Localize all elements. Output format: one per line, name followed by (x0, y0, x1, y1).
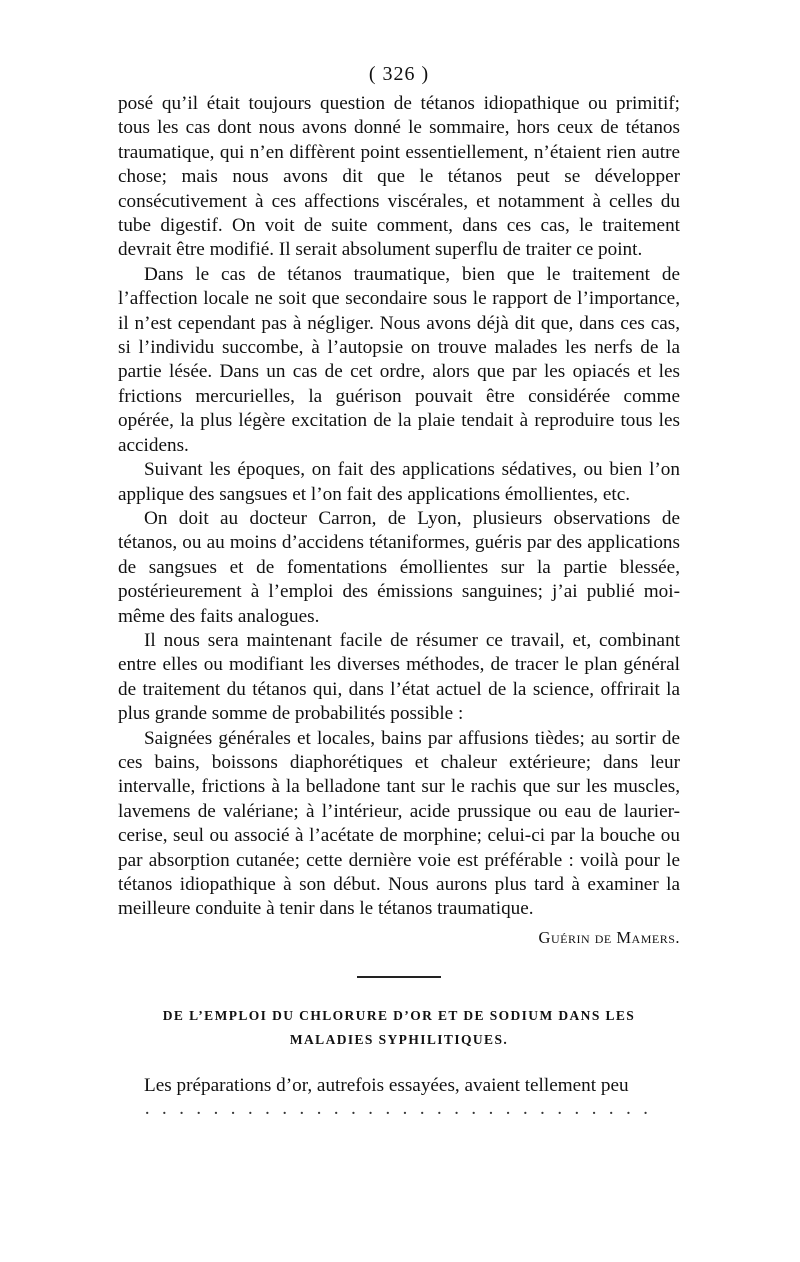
author-signature: Guérin de Mamers. (538, 927, 680, 947)
section-title-line-2: MALADIES SYPHILITIQUES. (289, 1031, 509, 1047)
section-opening-paragraph (118, 1074, 680, 1125)
section-divider (357, 976, 441, 978)
paragraph-3: Suivant les époques, on fait des applications sédatives, ou bien l’on applique des sangsues et l’on fait des applications émollientes, etc. (118, 459, 680, 505)
paragraph-2: Dans le cas de tétanos traumatique, bien que le traitement de l’affection locale ne soit que secondaire sous le rapport de l’importance, il n’est cependant pas à négliger. Nous avons déjà dit que, dans ces cas, si l’individu succombe, à l’autopsie on trouve malades les nerfs de la partie lésée. Dans un cas de cet ordre, alors que par les opiacés et les frictions mercurielles, la guérison pouvait être considérée comme opérée, la plus légère excitation de la plaie tendait à reproduire tous les accidens. (118, 263, 680, 456)
section-title-line-1: DE L’EMPLOI DU CHLORURE D’OR ET DE SODIUM DANS LES (162, 1007, 636, 1023)
book-page (118, 62, 680, 1125)
paragraph-6: Saignées générales et locales, bains par affusions tièdes; au sortir de ces bains, boissons diaphorétiques et chaleur extérieure; dans leur intervalle, frictions à la belladone tant sur le rachis que sur les muscles, lavemens de valériane; à l’intérieur, acide prussique ou eau de laurier-cerise, seul ou associé à l’acétate de morphine; celui-ci par la bouche ou par absorption cutanée; cette dernière voie est préférable : voilà pour le tétanos idiopathique à son début. Nous aurons plus tard à examiner la meilleure conduite à tenir dans le tétanos traumatique. (118, 727, 680, 920)
truncated-line: · · · · · · · · · · · · · · · · · · · · · · · · · · · · · · (144, 1103, 652, 1125)
paragraph-4: On doit au docteur Carron, de Lyon, plusieurs observations de tétanos, ou au moins d’accidens tétaniformes, guéris par des applications de sangsues et de fomentations émollientes sur la partie blessée, postérieurement à l’emploi des émissions sanguines; j’ai publié moi-même des faits analogues. (118, 507, 680, 627)
paragraph-5: Il nous sera maintenant facile de résumer ce travail, et, combinant entre elles ou modifiant les diverses méthodes, de tracer le plan général de traitement du tétanos qui, dans l’état actuel de la science, offrirait la plus grande somme de probabilités possible : (118, 629, 680, 725)
section-title (118, 1004, 680, 1052)
paragraph-1: posé qu’il était toujours question de tétanos idiopathique ou primitif; tous les cas dont nous avons donné le sommaire, hors ceux de tétanos traumatique, qui n’en diffèrent point essentiellement, n’étaient rien autre chose; mais nous avons dit que le tétanos peut se développer consécutivement à ces affections viscérales, et notamment à celles du tube digestif. On voit de suite comment, dans ces cas, le traitement devrait être modifié. Il serait absolument superflu de traiter ce point. (118, 93, 680, 261)
page-number: ( 326 ) (368, 63, 430, 85)
section-first-line: Les préparations d’or, autrefois essayées, avaient tellement peu (144, 1074, 629, 1096)
